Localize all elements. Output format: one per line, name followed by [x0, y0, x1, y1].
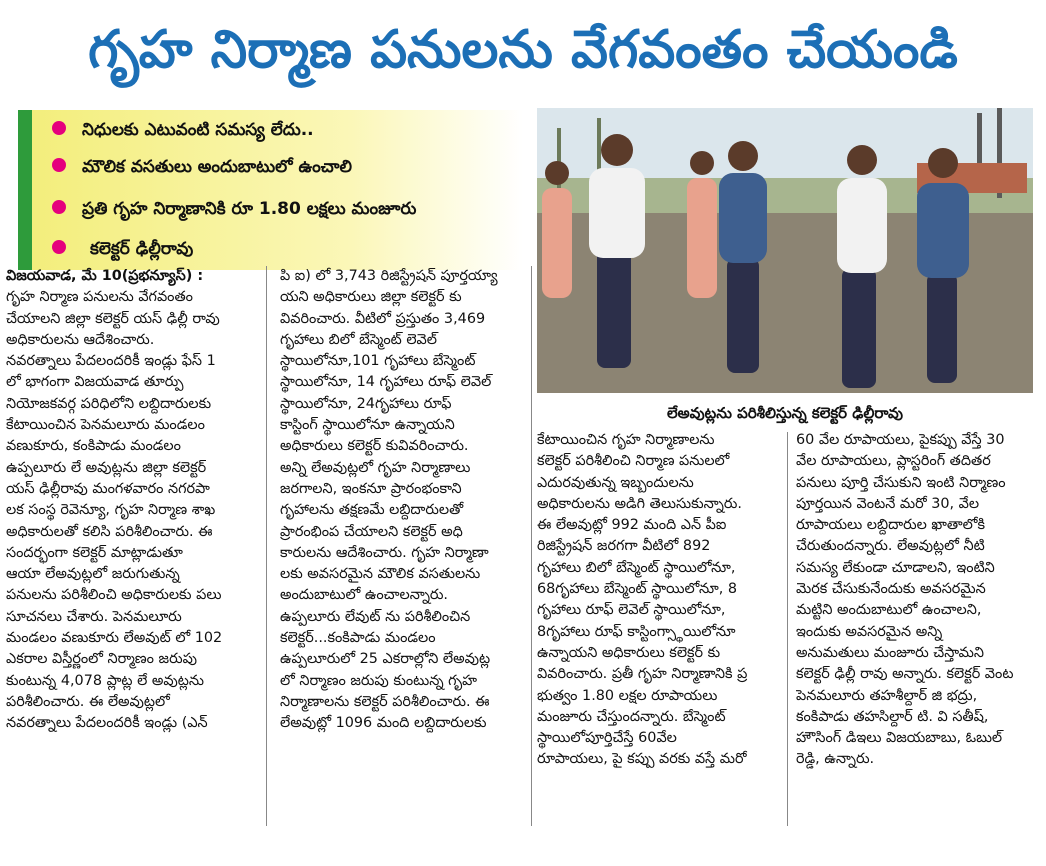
article-line: ఎకరాల విస్తీర్ణంలో నిర్మాణం జరుపు [6, 651, 197, 668]
article-line: కేటాయించిన పెనమలూరు మండలం [6, 417, 205, 434]
highlight-item [52, 231, 193, 267]
article-line: లో నిర్మాణం జరుపు కుంటున్న గృహ [280, 672, 478, 689]
article-line: నియోజకవర్గ పరిధిలోని లబ్దిదారులకు [6, 395, 212, 412]
article-line: గృహాలు బిలో బేస్మెంట్ లెవెల్ [280, 331, 437, 348]
article-line: పనులు పూర్తి చేసుకుని ఇంటి నిర్మాణం [796, 474, 1006, 491]
highlight-text: మౌలిక వసతులు అందుబాటులో ఉంచాలి [82, 157, 352, 177]
article-line: ఎదురవుతున్న ఇబ్బందులను [537, 474, 694, 491]
article-line: నిర్మాణాలను కలెక్టర్ పరిశీలించారు. ఈ [280, 693, 490, 710]
article-line: యస్ ఢిల్లీరావు మంగళవారం నగరపా [6, 480, 210, 497]
article-column-4 [796, 430, 1036, 771]
article-line: మండలం వణుకూరు లేఅవుట్ లో 102 [6, 630, 223, 647]
article-line: కుంటున్న 4,078 ప్లాట్ల లే అవుట్లను [6, 672, 204, 689]
article-line: కలెక్టర్ ఢిల్లీ రావు అన్నారు. కలెక్టర్ వెంట [796, 666, 1014, 683]
article-line: ఉప్పలూరు లే అవుట్లను జిల్లా కలెక్టర్ [6, 459, 207, 476]
article-line: అధికారులు కలెక్టర్ కువివరించారు. [280, 438, 469, 455]
article-line: అన్ని లేఅవుట్లలో గృహ నిర్మాణాలు [280, 459, 471, 476]
article-line: 68గృహాలు బేస్మెంట్ స్థాయిలోనూ, 8 [537, 581, 738, 598]
article-line: అధికారులను అడిగి తెలుసుకున్నారు. [537, 495, 742, 512]
article-line: ఆయా లేఅవుట్లలో జరుగుతున్న [6, 566, 180, 583]
news-photo [537, 108, 1033, 393]
highlight-text: నిధులకు ఎటువంటి సమస్య లేదు.. [82, 120, 314, 140]
article-line: ఉప్పలూరులో 25 ఎకరాల్లోని లేఅవుట్ల [280, 651, 491, 668]
bullet-icon [52, 200, 66, 214]
article-line: పనులను పరిశీలించి అధికారులకు పలు [6, 587, 222, 604]
article-line: పరిశీలించారు. ఈ లేఅవుట్లలో [6, 693, 170, 710]
article-line: లో భాగంగా విజయవాడ తూర్పు [6, 374, 184, 391]
bullet-icon [52, 158, 66, 172]
article-line: నవరత్నాలు పేదలందరికీ ఇండ్లు ఫేస్ 1 [6, 353, 216, 370]
highlight-item [52, 191, 416, 227]
article-line: ఉప్పలూరు లేవుట్ ను పరిశీలించిన [280, 608, 471, 625]
article-line: కాస్టింగ్ స్థాయిలోనూ ఉన్నాయని [280, 417, 455, 434]
article-line: గృహాలు రూఫ్ లెవెల్ స్థాయిలోనూ, [537, 602, 726, 619]
article-line: స్థాయిలోనూ,101 గృహాలు బేస్మెంట్ [280, 353, 476, 370]
highlight-text: ప్రతి గృహ నిర్మాణానికి రూ 1.80 లక్షలు మంజూరు [82, 199, 417, 219]
article-line: అందుబాటులో ఉంచాలన్నారు. [280, 587, 449, 604]
article-line: లేఅవుట్లో 1096 మంది లబ్దిదారులకు [280, 715, 487, 732]
column-divider [266, 266, 267, 826]
article-line: స్థాయిలోనూ, 24గృహాలు రూఫ్ [280, 395, 452, 412]
highlight-item [52, 112, 314, 148]
article-line: అధికారులతో కలిసి పరిశీలించారు. ఈ [6, 523, 213, 540]
article-line: గృహాలను తక్షణమే లబ్దిదారులతో [280, 502, 464, 519]
dateline: విజయవాడ, మే 10(ప్రభన్యూస్) : [6, 268, 204, 284]
article-line: కలెక్టర్ పరిశీలించి నిర్మాణ పనులలో [537, 453, 730, 470]
article-line: 8గృహాలు రూఫ్ కాస్టింగ్స్థాయిలోనూ [537, 623, 736, 640]
article-line: గృహాలు బిలో బేస్మెంట్ స్థాయిలోనూ, [537, 559, 736, 576]
article-line: నవరత్నాలు పేదలందరికీ ఇండ్లు (ఎన్ [6, 715, 208, 732]
article-line: 60 వేల రూపాయలు, పైకప్పు వేస్తే 30 [796, 432, 1005, 448]
article-line: వివరించారు. ప్రతీ గృహ నిర్మాణానికి ప్ర [537, 666, 748, 683]
article-line: సూచనలు చేశారు. పెనమలూరు [6, 608, 182, 625]
bullet-icon [52, 240, 66, 254]
article-line: లకు అవసరమైన మౌలిక వసతులను [280, 566, 481, 583]
article-line: వివరించారు. వీటిలో ప్రస్తుతం 3,469 [280, 310, 486, 327]
article-line: చేయాలని జిల్లా కలెక్టర్ యస్ ఢిల్లీ రావు [6, 310, 220, 327]
article-line: యని అధికారులు జిల్లా కలెక్టర్ కు [280, 289, 462, 306]
article-line: కలెక్టర్...కంకిపాడు మండలం [280, 630, 436, 647]
article-line: కారులను ఆదేశించారు. గృహ నిర్మాణా [280, 544, 489, 561]
bullet-icon [52, 121, 66, 135]
article-line: రెడ్డి, ఉన్నారు. [796, 751, 875, 768]
article-line: వణుకూరు, కంకిపాడు మండలం [6, 438, 181, 455]
article-line: ఇందుకు అవసరమైన అన్ని [796, 623, 943, 640]
article-line: పూర్తయిన వెంటనే మరో 30, వేల [796, 495, 980, 512]
photo-illustration [537, 108, 1033, 393]
article-line: సందర్భంగా కలెక్టర్ మాట్లాడుతూ [6, 544, 183, 561]
headline: గృహ నిర్మాణ పనులను వేగవంతం చేయండి [88, 20, 958, 80]
highlights-box [18, 110, 523, 270]
article-line: మెరక చేసుకునేందుకు అవసరమైన [796, 581, 986, 598]
article-line: గృహ నిర్మాణ పనులను వేగవంతం [6, 289, 193, 306]
article-column-3 [537, 430, 777, 771]
article-line: రూపాయలు లబ్దిదారుల ఖాతాలోకి [796, 517, 985, 534]
article-line: చేరుతుందన్నారు. లేఅవుట్లలో నీటి [796, 538, 985, 555]
article-line: కేటాయించిన గృహ నిర్మాణాలను [537, 432, 715, 448]
article-line: అధికారులను ఆదేశించారు. [6, 331, 155, 348]
article-line: ఈ లేఅవుట్లో 992 మంది ఎన్ పీఐ [537, 517, 727, 534]
article-line: అనుమతులు మంజూరు చేస్తామని [796, 644, 984, 661]
article-line: రూపాయలు, పై కప్పు వరకు వస్తే మరో [537, 751, 747, 768]
article-line: లక సంస్థ రెవెన్యూ, గృహ నిర్మాణ శాఖ [6, 502, 216, 519]
article-line: హౌసింగ్ డిఇలు విజయబాబు, ఓబుల్ [796, 730, 1003, 747]
article-line: ఉన్నాయని అధికారులు కలెక్టర్ కు [537, 644, 721, 661]
article-line: వేల రూపాయలు, ప్లాస్టరింగ్ తదితర [796, 453, 991, 470]
article-line: మంజూరు చేస్తుందన్నారు. బేస్మెంట్ [537, 708, 726, 725]
article-line: రిజిస్ట్రేషన్ జరగగా వీటిలో 892 [537, 538, 711, 555]
article-line: జరగాలని, ఇంకనూ ప్రారంభంకాని [280, 480, 462, 497]
article-column-1 [6, 266, 256, 735]
article-line: కంకిపాడు తహసిల్దార్ టి. వి సతీష్, [796, 708, 989, 725]
article-line: స్థాయిలోనూ, 14 గృహాలు రూఫ్ లెవెల్ [280, 374, 492, 391]
article-line: సమస్య లేకుండా చూడాలని, ఇంటిని [796, 559, 995, 576]
article-line: మట్టిని అందుబాటులో ఉంచాలని, [796, 602, 982, 619]
column-divider [531, 266, 532, 826]
article-line: ప్రారంభింప చేయాలని కలెక్టర్ అధి [280, 523, 463, 540]
highlight-item [52, 149, 352, 185]
article-column-2 [280, 266, 525, 735]
article-line: భుత్వం 1.80 లక్షల రూపాయలు [537, 687, 718, 704]
article-line: పి ఐ) లో 3,743 రిజిస్ట్రేషన్ పూర్తయ్యా [280, 268, 498, 284]
article-line: స్థాయిలోపూర్తిచేస్తే 60వేల [537, 730, 677, 747]
highlight-text: కలెక్టర్ ఢిల్లీరావు [90, 239, 194, 259]
article-line: పెనమలూరు తహశీల్దార్ జి భద్రు, [796, 687, 978, 704]
column-divider [787, 432, 788, 826]
photo-caption: లేఅవుట్లను పరిశీలిస్తున్న కలెక్టర్ ఢిల్లీరావు [667, 404, 903, 422]
